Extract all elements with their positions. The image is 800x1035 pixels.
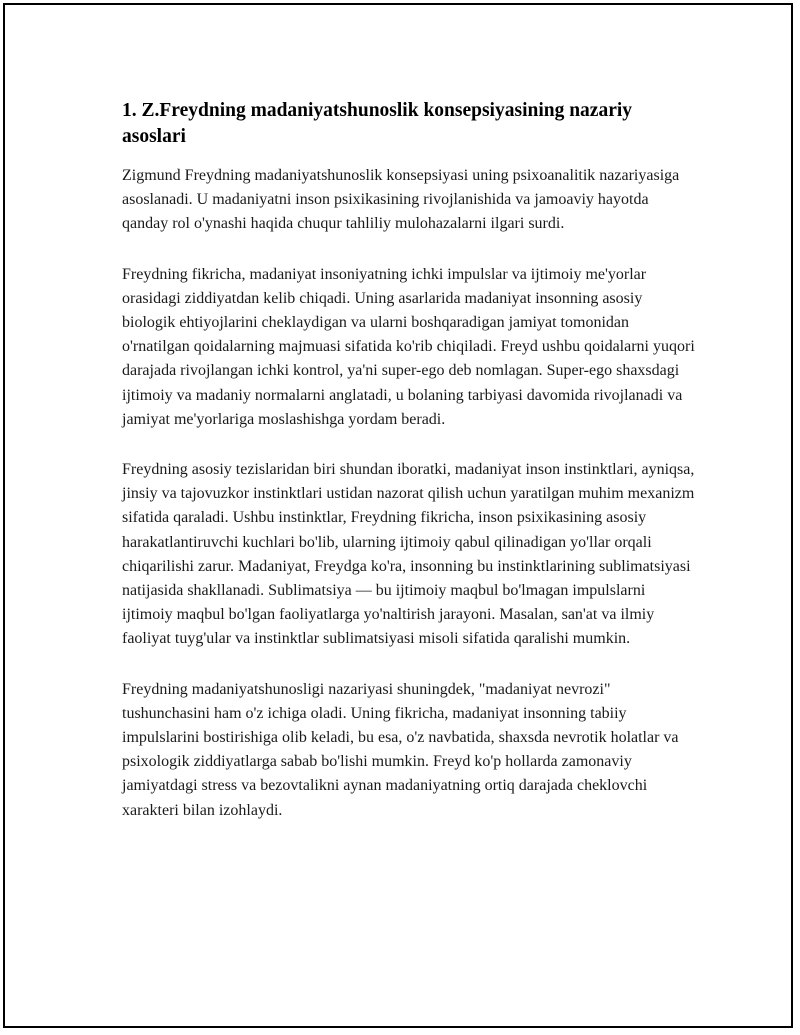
document-body [122, 98, 697, 849]
paragraph-3: Freydning asosiy tezislaridan biri shundan iboratki, madaniyat inson instinktlari, ayniqsa, jinsiy va tajovuzkor instinktlari ustidan nazorat qilish uchun yaratilgan muhim mexanizm sifatida qaraladi. Ushbu instinktlar, Freydning fikricha, inson psixikasining asosiy harakatlantiruvchi kuchlari bo'lib, ularning ijtimoiy qabul qilinadigan yo'llar orqali chiqarilishi zarur. Madaniyat, Freydga ko'ra, insonning bu instinktlarining sublimatsiyasi natijasida shakllanadi. Sublimatsiya — bu ijtimoiy maqbul bo'lmagan impulslarni ijtimoiy maqbul bo'lgan faoliyatlarga yo'naltirish jarayoni. Masalan, san'at va ilmiy faoliyat tuyg'ular va instinktlar sublimatsiyasi misoli sifatida qaralishi mumkin. [122, 461, 695, 648]
paragraph-2: Freydning fikricha, madaniyat insoniyatning ichki impulslar va ijtimoiy me'yorlar orasidagi ziddiyatdan kelib chiqadi. Uning asarlarida madaniyat insonning asosiy biologik ehtiyojlarini cheklaydigan va ularni boshqaradigan jamiyat tomonidan o'rnatilgan qoidalarning majmuasi sifatida ko'rib chiqiladi. Freyd ushbu qoidalarni yuqori darajada rivojlangan ichki kontrol, ya'ni super-ego deb nomlagan. Super-ego shaxsdagi ijtimoiy va madaniy normalarni anglatadi, u bolaning tarbiyasi davomida rivojlanadi va jamiyat me'yorlariga moslashishga yordam beradi. [122, 265, 695, 428]
paragraph-1: Zigmund Freydning madaniyatshunoslik konsepsiyasi uning psixoanalitik nazariyasiga asoslanadi. U madaniyatni inson psixikasining rivojlanishida va jamoaviy hayotda qanday rol o'ynashi haqida chuqur tahliliy mulohazalarni ilgari surdi. [122, 167, 680, 233]
section-title: 1. Z.Freydning madaniyatshunoslik konsepsiyasining nazariy asoslari [122, 100, 633, 147]
page-frame [3, 3, 793, 1028]
paragraph-4: Freydning madaniyatshunosligi nazariyasi shuningdek, "madaniyat nevrozi" tushunchasini ham o'z ichiga oladi. Uning fikricha, madaniyat insonning tabiiy impulslarini bostirishiga olib keladi, bu esa, o'z navbatida, shaxsda nevrotik holatlar va psixologik ziddiyatlarga sabab bo'lishi mumkin. Freyd ko'p hollarda zamonaviy jamiyatdagi stress va bezovtalikni aynan madaniyatning ortiq darajada cheklovchi xarakteri bilan izohlaydi. [122, 680, 679, 819]
